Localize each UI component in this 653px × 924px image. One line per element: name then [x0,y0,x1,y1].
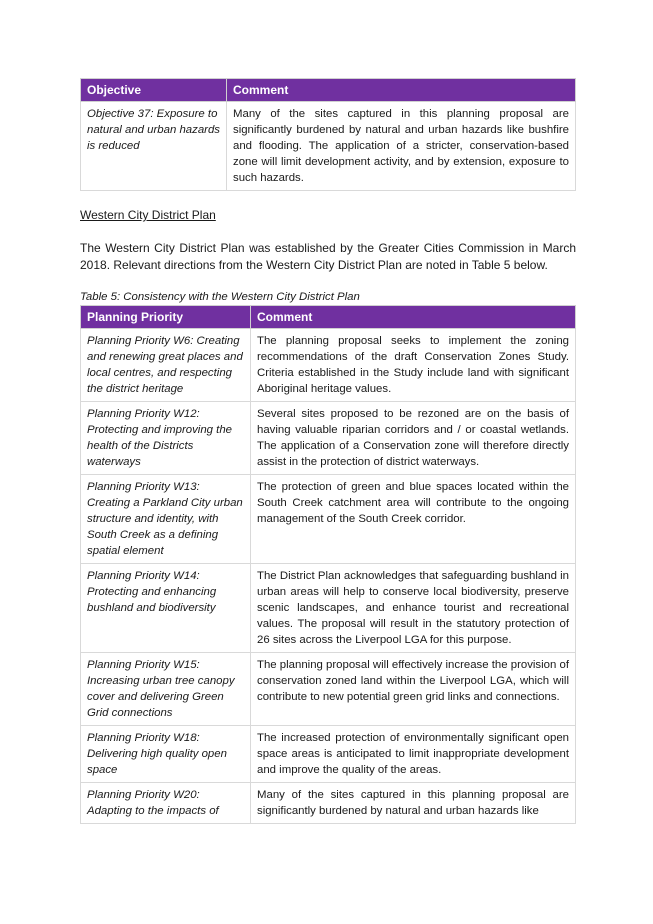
priority-cell: Planning Priority W15: Increasing urban tree canopy cover and delivering Green Grid connections [81,653,251,726]
comment-cell: The increased protection of environmentally significant open space areas is anticipated to limit inappropriate development and improve the quality of the areas. [251,726,576,783]
comment-cell: The District Plan acknowledges that safeguarding bushland in urban areas will help to conserve local biodiversity, preserve scenic landscapes, and enhance tourist and recreational values. The proposal will result in the statutory protection of 26 sites across the Liverpool LGA for this purpose. [251,564,576,653]
priority-cell: Planning Priority W13: Creating a Parkland City urban structure and identity, with South Creek as a defining spatial element [81,475,251,564]
table-caption: Table 5: Consistency with the Western City District Plan [80,291,360,303]
priority-cell: Planning Priority W14: Protecting and enhancing bushland and biodiversity [81,564,251,653]
table-row [81,102,576,191]
table-row [81,726,576,783]
planning-priority-table [80,305,576,824]
comment-cell: The protection of green and blue spaces located within the South Creek catchment area will contribute to the ongoing management of the South Creek corridor. [251,475,576,564]
header-planning-priority: Planning Priority [81,306,251,329]
table-row [81,653,576,726]
table-row [81,402,576,475]
priority-cell: Planning Priority W18: Delivering high quality open space [81,726,251,783]
priority-cell: Planning Priority W20: Adapting to the impacts of [81,783,251,824]
objectives-table [80,78,576,191]
objective-cell: Objective 37: Exposure to natural and urban hazards is reduced [81,102,227,191]
section-heading: Western City District Plan [80,208,216,222]
document-page [80,78,576,861]
priority-cell: Planning Priority W12: Protecting and improving the health of the Districts waterways [81,402,251,475]
header-comment: Comment [251,306,576,329]
table-row [81,475,576,564]
comment-cell: The planning proposal seeks to implement the zoning recommendations of the draft Conservation Zones Study. Criteria established in the Study include land with significant Aboriginal heritage values. [251,329,576,402]
header-objective: Objective [81,79,227,102]
header-comment: Comment [227,79,576,102]
table5-clip [80,305,576,861]
comment-cell: Many of the sites captured in this planning proposal are significantly burdened by natural and urban hazards like bushfire and flooding. The application of a stricter, conservation-based zone will limit development activity, and by extension, exposure to such hazards. [227,102,576,191]
table-row [81,783,576,824]
table-row [81,329,576,402]
table-header-row [81,79,576,102]
comment-cell: The planning proposal will effectively increase the provision of conservation zoned land within the Liverpool LGA, which will contribute to new potential green grid links and connections. [251,653,576,726]
comment-cell: Several sites proposed to be rezoned are on the basis of having valuable riparian corridors and / or coastal wetlands. The application of a Conservation zone will therefore directly assist in the protection of district waterways. [251,402,576,475]
comment-cell: Many of the sites captured in this planning proposal are significantly burdened by natural and urban hazards like [251,783,576,824]
section-paragraph: The Western City District Plan was established by the Greater Cities Commission in March 2018. Relevant directions from the Western City District Plan are noted in Table 5 below. [80,241,576,272]
table-header-row [81,306,576,329]
table-row [81,564,576,653]
priority-cell: Planning Priority W6: Creating and renewing great places and local centres, and respecting the district heritage [81,329,251,402]
